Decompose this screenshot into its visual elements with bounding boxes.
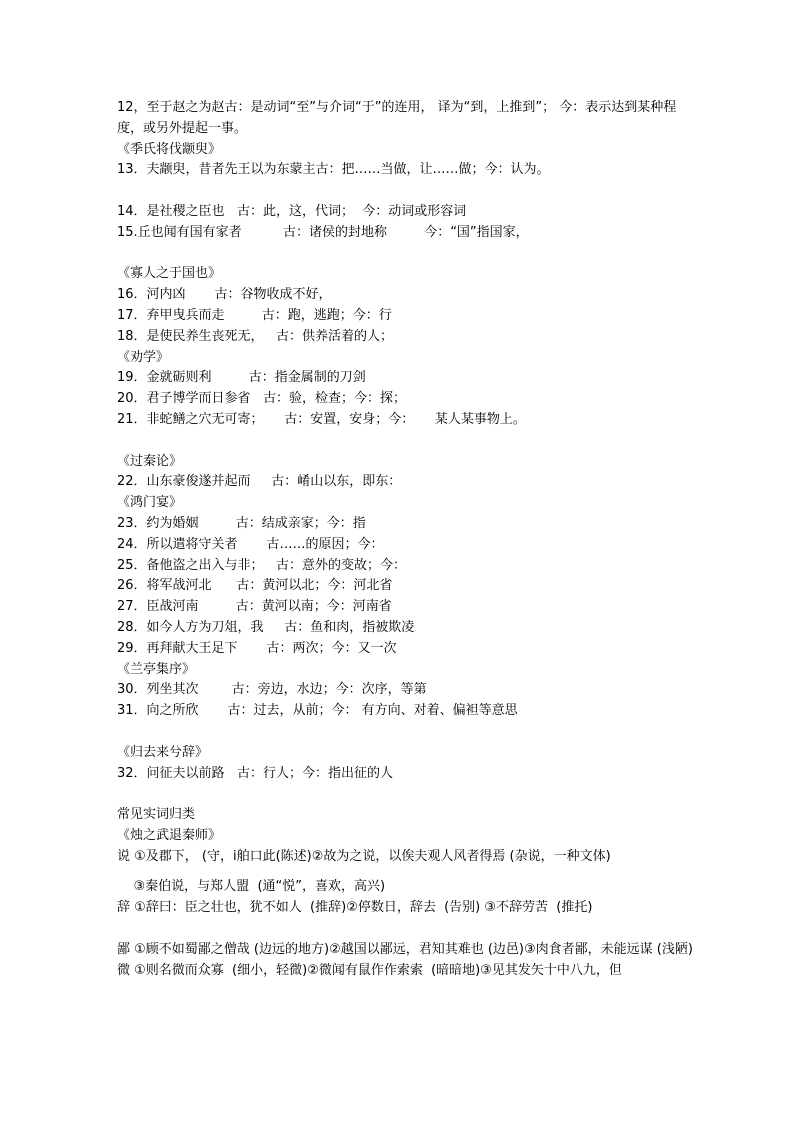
entry-13: 13．夫颛臾，昔者先王以为东蒙主古：把……当做，让……做；今：认为。: [117, 162, 550, 178]
section-heading-shici: 常见实词归类: [117, 807, 196, 823]
entry-20: 20．君子博学而日参省 古：验，检查；今：探；: [117, 391, 406, 407]
entry-31: 31．向之所欣 古：过去，从前；今： 有方向、对着、偏袒等意思: [117, 703, 518, 719]
section-heading-guoqin: 《过秦论》: [117, 453, 183, 469]
spacer: [117, 431, 697, 452]
entry-19: 19．金就砺则利 古：指金属制的刀剑: [117, 370, 366, 386]
entry-12: 12，至于赵之为赵古：是动词“至”与介词“于”的连用， 译为“到，上推到”； 今：表示达到某种程度，或另外提起一事。: [117, 100, 677, 136]
section-heading-quanxue: 《劝学》: [117, 349, 170, 365]
entry-28: 28．如今人方为刀俎，我 古：鱼和肉，指被欺凌: [117, 619, 415, 635]
word-wei: 微 ①则名微而众寡 (细小，轻微)②微闻有鼠作作索索 (暗暗地)③见其发矢十中八九，但: [117, 962, 622, 978]
entry-23: 23．约为婚姻 古：结成亲家；今：指: [117, 515, 366, 531]
word-bi: 鄙 ①顾不如蜀鄙之僧哉 (边远的地方)②越国以鄙远，君知其难也 (边邑)③肉食者鄙，未能远谋 (浅陋): [117, 941, 693, 957]
entry-16: 16．河内凶 古：谷物收成不好，: [117, 287, 332, 303]
entry-17: 17．弃甲曳兵而走 古：跑，逃跑；今：行: [117, 307, 392, 323]
word-shuo-line-1: 说 ①及郡下， (守，i舶口此(陈述)②故为之说，以俟夫观人风者得焉 (杂说，一种文体): [117, 848, 611, 864]
entry-32: 32．问征夫以前路 古：行人；今：指出征的人: [117, 765, 393, 781]
spacer: [117, 867, 697, 877]
entry-24: 24．所以遣将守关者 古……的原因；今：: [117, 536, 384, 552]
section-heading-guaren: 《寡人之于国也》: [117, 266, 222, 282]
section-heading-jishi: 《季氏将伐颛臾》: [117, 141, 222, 157]
entry-27: 27．臣战河南 古：黄河以南；今：河南省: [117, 599, 392, 615]
section-heading-zhuzhiwu: 《烛之武退秦师》: [117, 827, 222, 843]
entry-21: 21．非蛇鳝之穴无可寄； 古：安置，安身；今： 某人某事物上。: [117, 411, 526, 427]
entry-25: 25．备他盗之出入与非； 古：意外的变故；今：: [117, 557, 406, 573]
spacer: [117, 181, 697, 202]
entry-26: 26．将军战河北 古：黄河以北；今：河北省: [117, 578, 393, 594]
section-heading-lanting: 《兰亭集序》: [117, 661, 196, 677]
spacer: [117, 722, 697, 743]
word-shuo-line-2: ③秦伯说，与郑人盟 (通“悦”，喜欢，高兴): [117, 879, 386, 895]
spacer: [117, 919, 697, 940]
entry-30: 30．列坐其次 古：旁边，水边；今：次序，等第: [117, 682, 427, 698]
spacer: [117, 784, 697, 805]
entry-14: 14．是社稷之臣也 古：此，这，代词； 今：动词或形容词: [117, 203, 467, 219]
entry-22: 22．山东豪俊遂并起而 古：崤山以东，即东：: [117, 474, 402, 490]
spacer: [117, 244, 697, 265]
word-ci: 辞 ①辞曰：臣之壮也，犹不如人 (推辞)②停数日，辞去 (告别) ③不辞劳苦 (推托): [117, 900, 593, 916]
section-heading-hongmen: 《鸿门宴》: [117, 495, 183, 511]
entry-18: 18．是使民养生丧死无， 古：供养活着的人；: [117, 328, 393, 344]
document-page: [117, 98, 697, 981]
entry-29: 29．再拜献大王足下 古：两次；今：又一次: [117, 640, 397, 656]
entry-15: 15.丘也闻有国有家者 古：诸侯的封地称 今：“国”指国家，: [117, 224, 529, 240]
section-heading-guiqulai: 《归去来兮辞》: [117, 744, 209, 760]
